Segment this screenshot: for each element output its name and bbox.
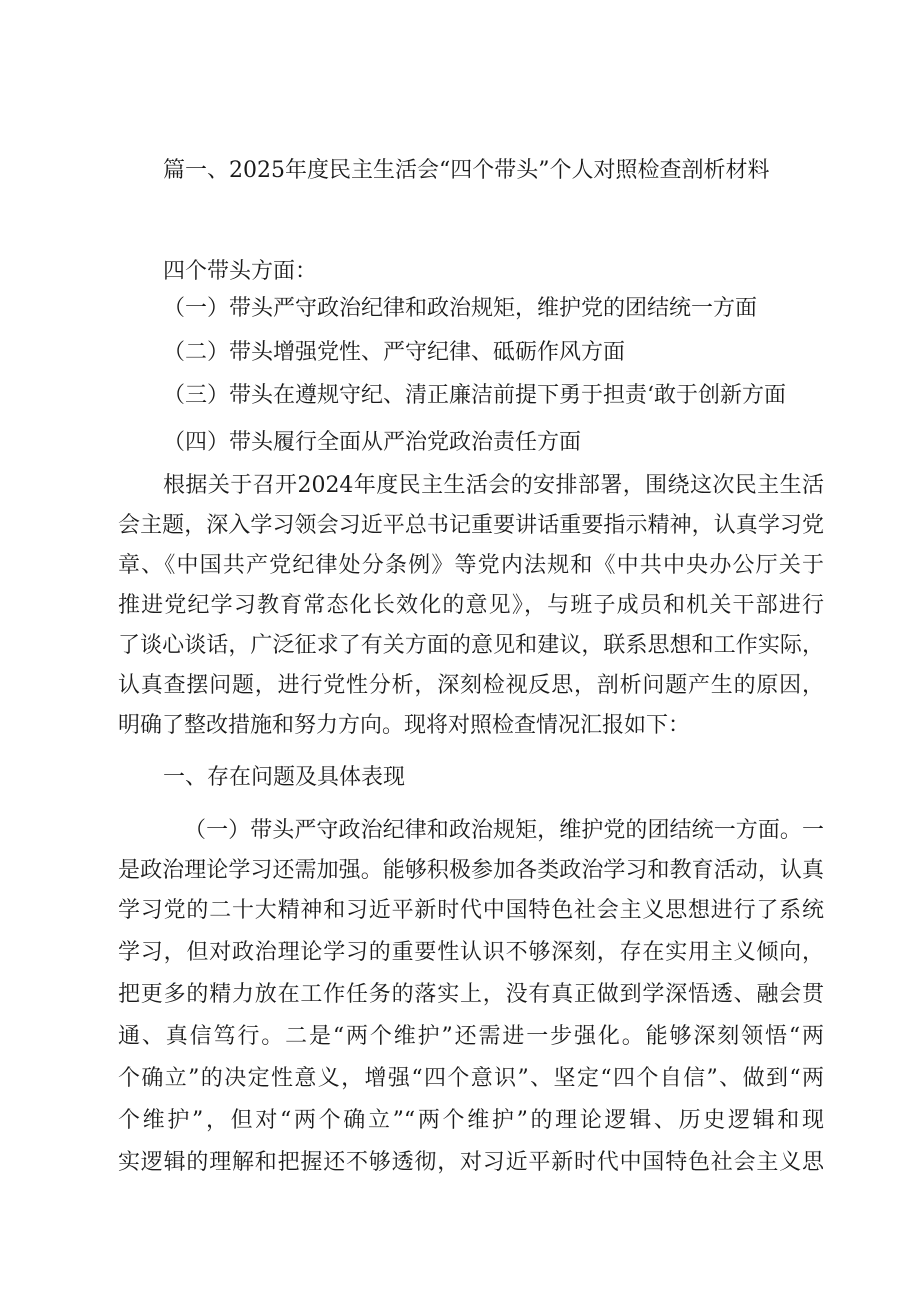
paragraph2-line-6: 通、真信笃行。二是“两个维护”还需进一步强化。能够深刻领悟“两 <box>118 1024 824 1049</box>
paragraph2-line-8: 个维护”，但对“两个确立”“两个维护”的理论逻辑、历史逻辑和现 <box>118 1108 824 1133</box>
paragraph1-line-5: 了谈心谈话，广泛征求了有关方面的意见和建议，联系思想和工作实际， <box>118 633 824 658</box>
aspects-intro-label: 四个带头方面： <box>163 259 318 284</box>
paragraph2-line-5: 把更多的精力放在工作任务的落实上，没有真正做到学深悟透、融会贯 <box>118 982 824 1007</box>
paragraph1-line-3: 章、《中国共产党纪律处分条例》等党内法规和《中共中央办公厅关于 <box>118 553 824 578</box>
paragraph2-line-7: 个确立”的决定性意义，增强“四个意识”、坚定“四个自信”、做到“两 <box>118 1066 824 1091</box>
paragraph2-line-4: 学习，但对政治理论学习的重要性认识不够深刻，存在实用主义倾向， <box>118 940 824 965</box>
paragraph2-line-3: 学习党的二十大精神和习近平新时代中国特色社会主义思想进行了系统 <box>118 898 824 923</box>
paragraph1-line-2: 会主题，深入学习领会习近平总书记重要讲话重要指示精神，认真学习党 <box>118 513 824 538</box>
document-title: 篇一、2025年度民主生活会“四个带头”个人对照检查剖析材料 <box>163 158 770 183</box>
paragraph1-line-1: 根据关于召开2024年度民主生活会的安排部署，围绕这次民主生活 <box>163 473 824 498</box>
paragraph2-line-9: 实逻辑的理解和把握还不够透彻，对习近平新时代中国特色社会主义思 <box>118 1150 824 1175</box>
aspect-item-3: （三）带头在遵规守纪、清正廉洁前提下勇于担责‘敢于创新方面 <box>163 383 786 408</box>
paragraph1-line-7: 明确了整改措施和努力方向。现将对照检查情况汇报如下： <box>118 713 691 738</box>
paragraph2-line-1: （一）带头严守政治纪律和政治规矩，维护党的团结统一方面。一 <box>184 818 824 843</box>
paragraph1-line-4: 推进党纪学习教育常态化长效化的意见》，与班子成员和机关干部进行 <box>118 593 824 618</box>
paragraph2-line-2: 是政治理论学习还需加强。能够积极参加各类政治学习和教育活动，认真 <box>118 858 824 883</box>
aspect-item-4: （四）带头履行全面从严治党政治责任方面 <box>163 430 582 455</box>
paragraph1-line-6: 认真查摆问题，进行党性分析，深刻检视反思，剖析问题产生的原因， <box>118 673 824 698</box>
aspect-item-2: （二）带头增强党性、严守纪律、砥砺作风方面 <box>163 340 626 365</box>
section1-heading: 一、存在问题及具体表现 <box>163 765 406 790</box>
aspect-item-1: （一）带头严守政治纪律和政治规矩，维护党的团结统一方面 <box>163 296 758 321</box>
